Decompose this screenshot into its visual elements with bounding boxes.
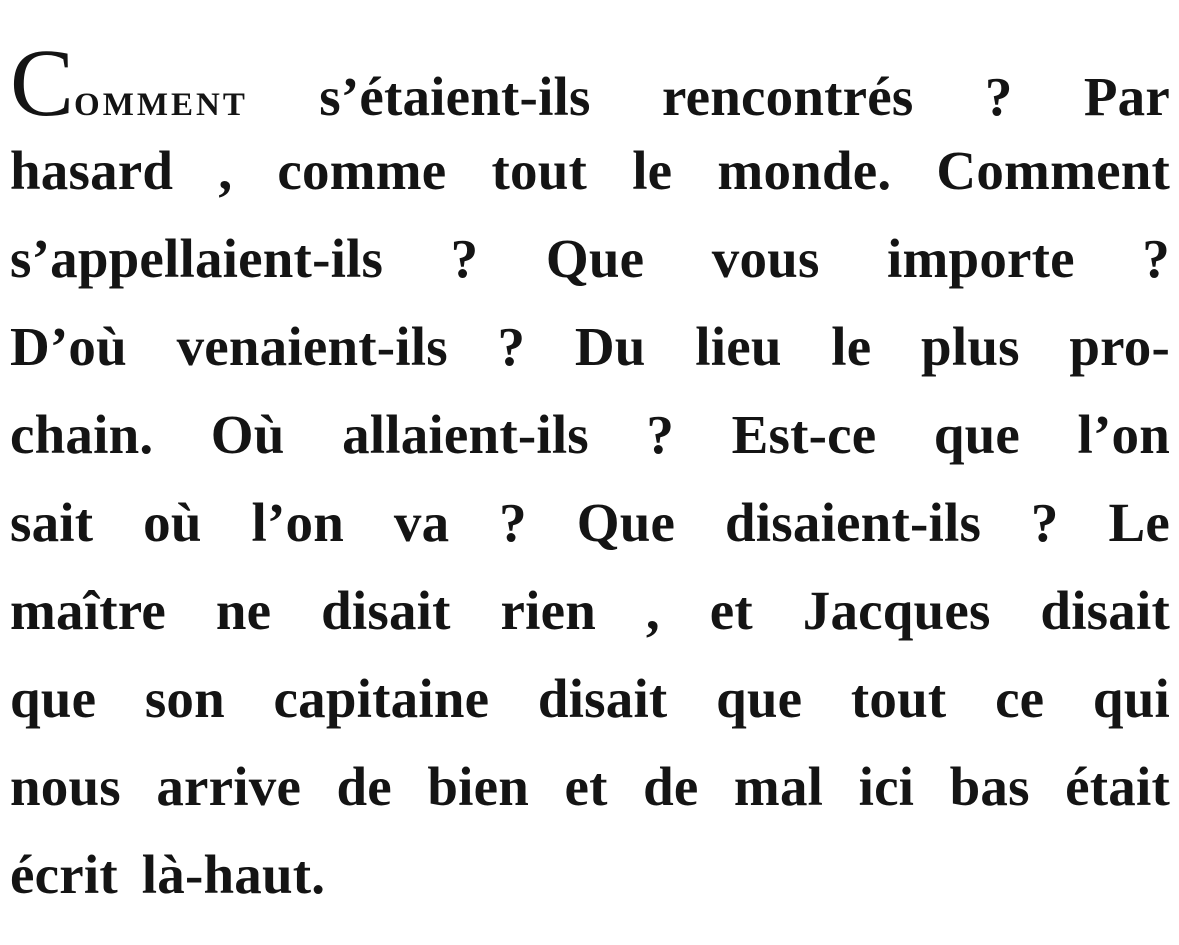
text-line-6: sait où l’on va ? Que disaient-ils ? Le [10, 492, 1170, 553]
text-line-7: maître ne disait rien , et Jacques disait [10, 580, 1170, 641]
text-line-8: que son capitaine disait que tout ce qui [10, 668, 1170, 729]
text-line-2: hasard , comme tout le monde. Comment [10, 140, 1170, 201]
drop-cap: C [10, 29, 75, 136]
text-line-9: nous arrive de bien et de mal ici bas était [10, 756, 1170, 817]
text-line-10: écrit là-haut. [10, 844, 326, 905]
small-caps-word: OMMENT [74, 87, 248, 123]
text-line-5: chain. Où allaient-ils ? Est-ce que l’on [10, 404, 1170, 465]
text-line-1-rest: s’étaient-ils rencontrés ? Par [247, 66, 1170, 127]
text-line-3: s’appellaient-ils ? Que vous importe ? [10, 228, 1170, 289]
text-line-1 [10, 29, 1170, 136]
text-line-4: D’où venaient-ils ? Du lieu le plus pro- [10, 316, 1170, 377]
